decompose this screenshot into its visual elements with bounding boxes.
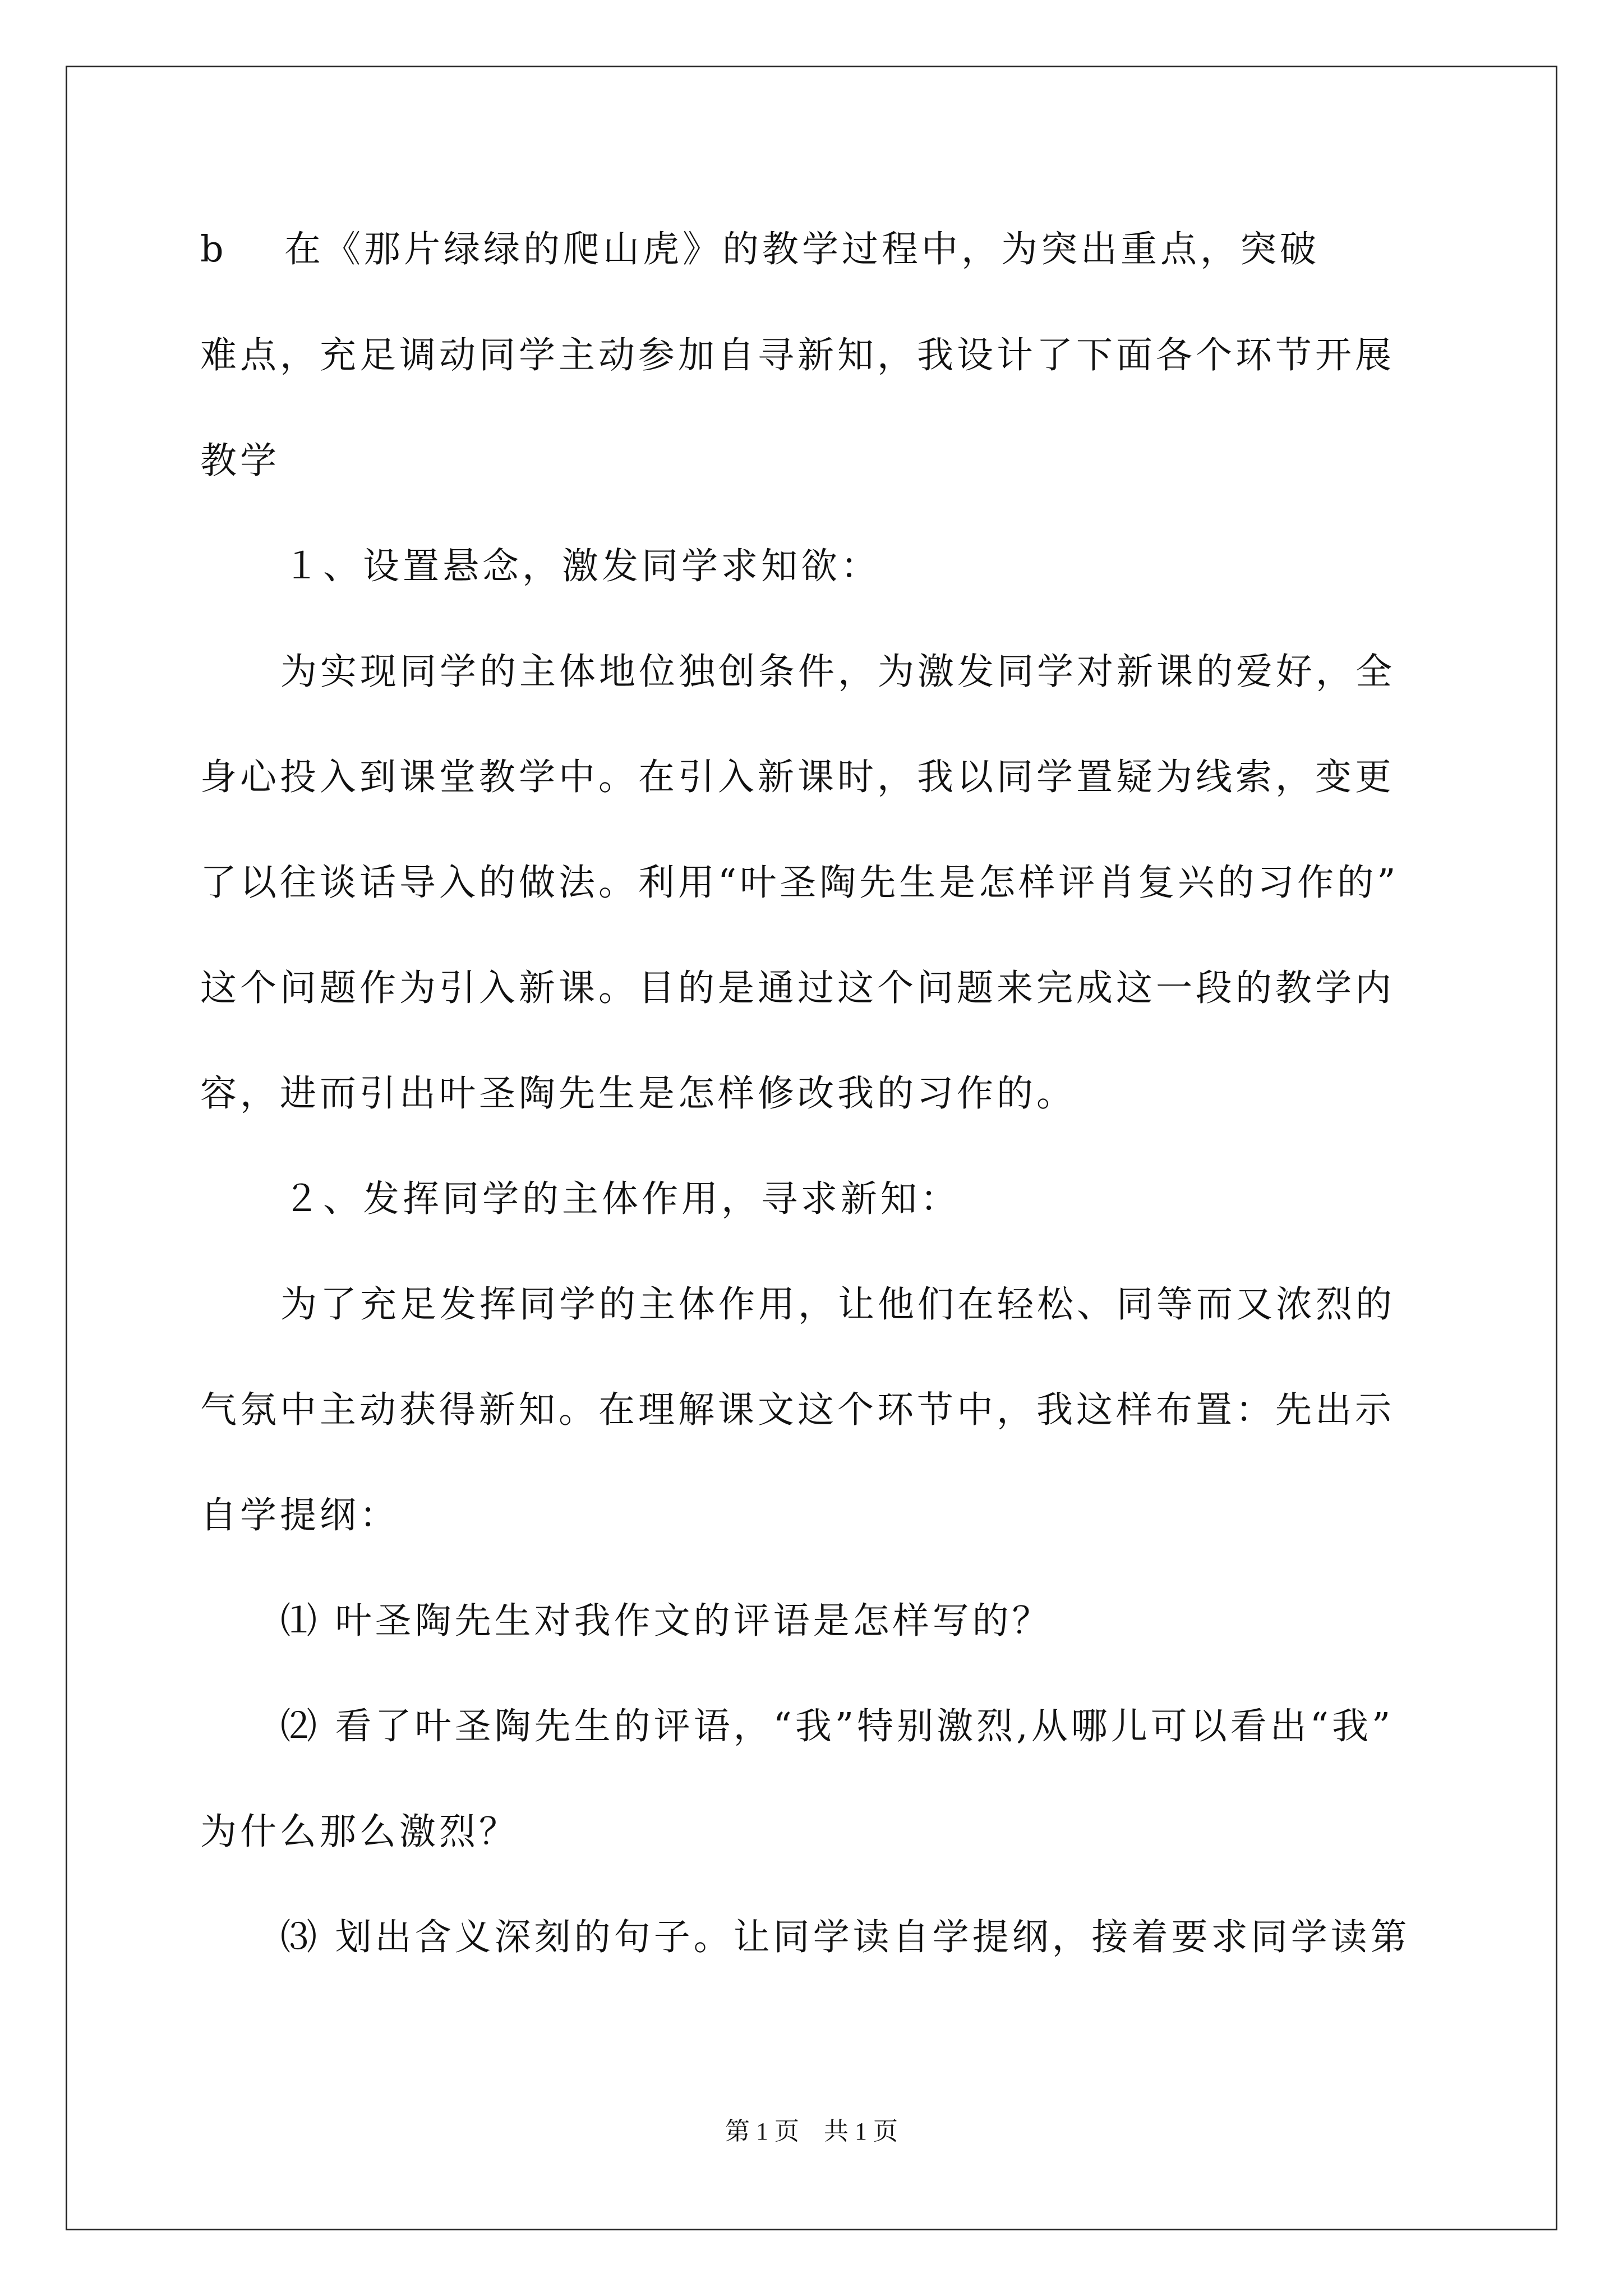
body-line: 了以往谈话导入的做法。利用“叶圣陶先生是怎样评肖复兴的习作的”: [200, 862, 1399, 904]
list-item-1: ⑴ 叶圣陶先生对我作文的评语是怎样写的？: [280, 1600, 1052, 1642]
list-item-2-continued: 为什么那么激烈？: [200, 1811, 519, 1853]
body-line: 为了充足发挥同学的主体作用，让他们在轻松、同等而又浓烈的: [280, 1283, 1396, 1326]
paragraph-text: 在《那片绿绿的爬山虎》的教学过程中，为突出重点，突破: [284, 228, 1320, 270]
body-line: 容，进而引出叶圣陶先生是怎样修改我的习作的。: [200, 1073, 1077, 1115]
paragraph-b-line-1: [200, 222, 1320, 278]
body-line: 难点，充足调动同学主动参加自寻新知，我设计了下面各个环节开展: [200, 334, 1395, 376]
body-line: 为实现同学的主体地位独创条件，为激发同学对新课的爱好，全: [280, 651, 1396, 693]
list-item-3: ⑶ 划出含义深刻的句子。让同学读自学提纲，接着要求同学读第: [280, 1916, 1410, 1958]
body-line: 气氛中主动获得新知。在理解课文这个环节中，我这样布置：先出示: [200, 1389, 1395, 1431]
page-number: 第 1 页: [725, 2118, 799, 2145]
body-line: 身心投入到课堂教学中。在引入新课时，我以同学置疑为线索，变更: [200, 756, 1395, 798]
section-heading-2: ２、发挥同学的主体作用，寻求新知：: [283, 1178, 961, 1220]
section-heading-1: １、设置悬念，激发同学求知欲：: [283, 545, 881, 587]
body-line: 教学: [200, 440, 280, 482]
page-total: 共 1 页: [824, 2118, 898, 2145]
page-footer: [0, 2115, 1623, 2148]
paragraph-label: b: [200, 228, 227, 270]
list-item-2: ⑵ 看了叶圣陶先生的评语，“我”特别激烈,从哪儿可以看出“我”: [280, 1705, 1394, 1747]
body-line: 自学提纲：: [200, 1494, 400, 1536]
page-border: [66, 66, 1557, 2230]
body-line: 这个问题作为引入新课。目的是通过这个问题来完成这一段的教学内: [200, 967, 1395, 1009]
